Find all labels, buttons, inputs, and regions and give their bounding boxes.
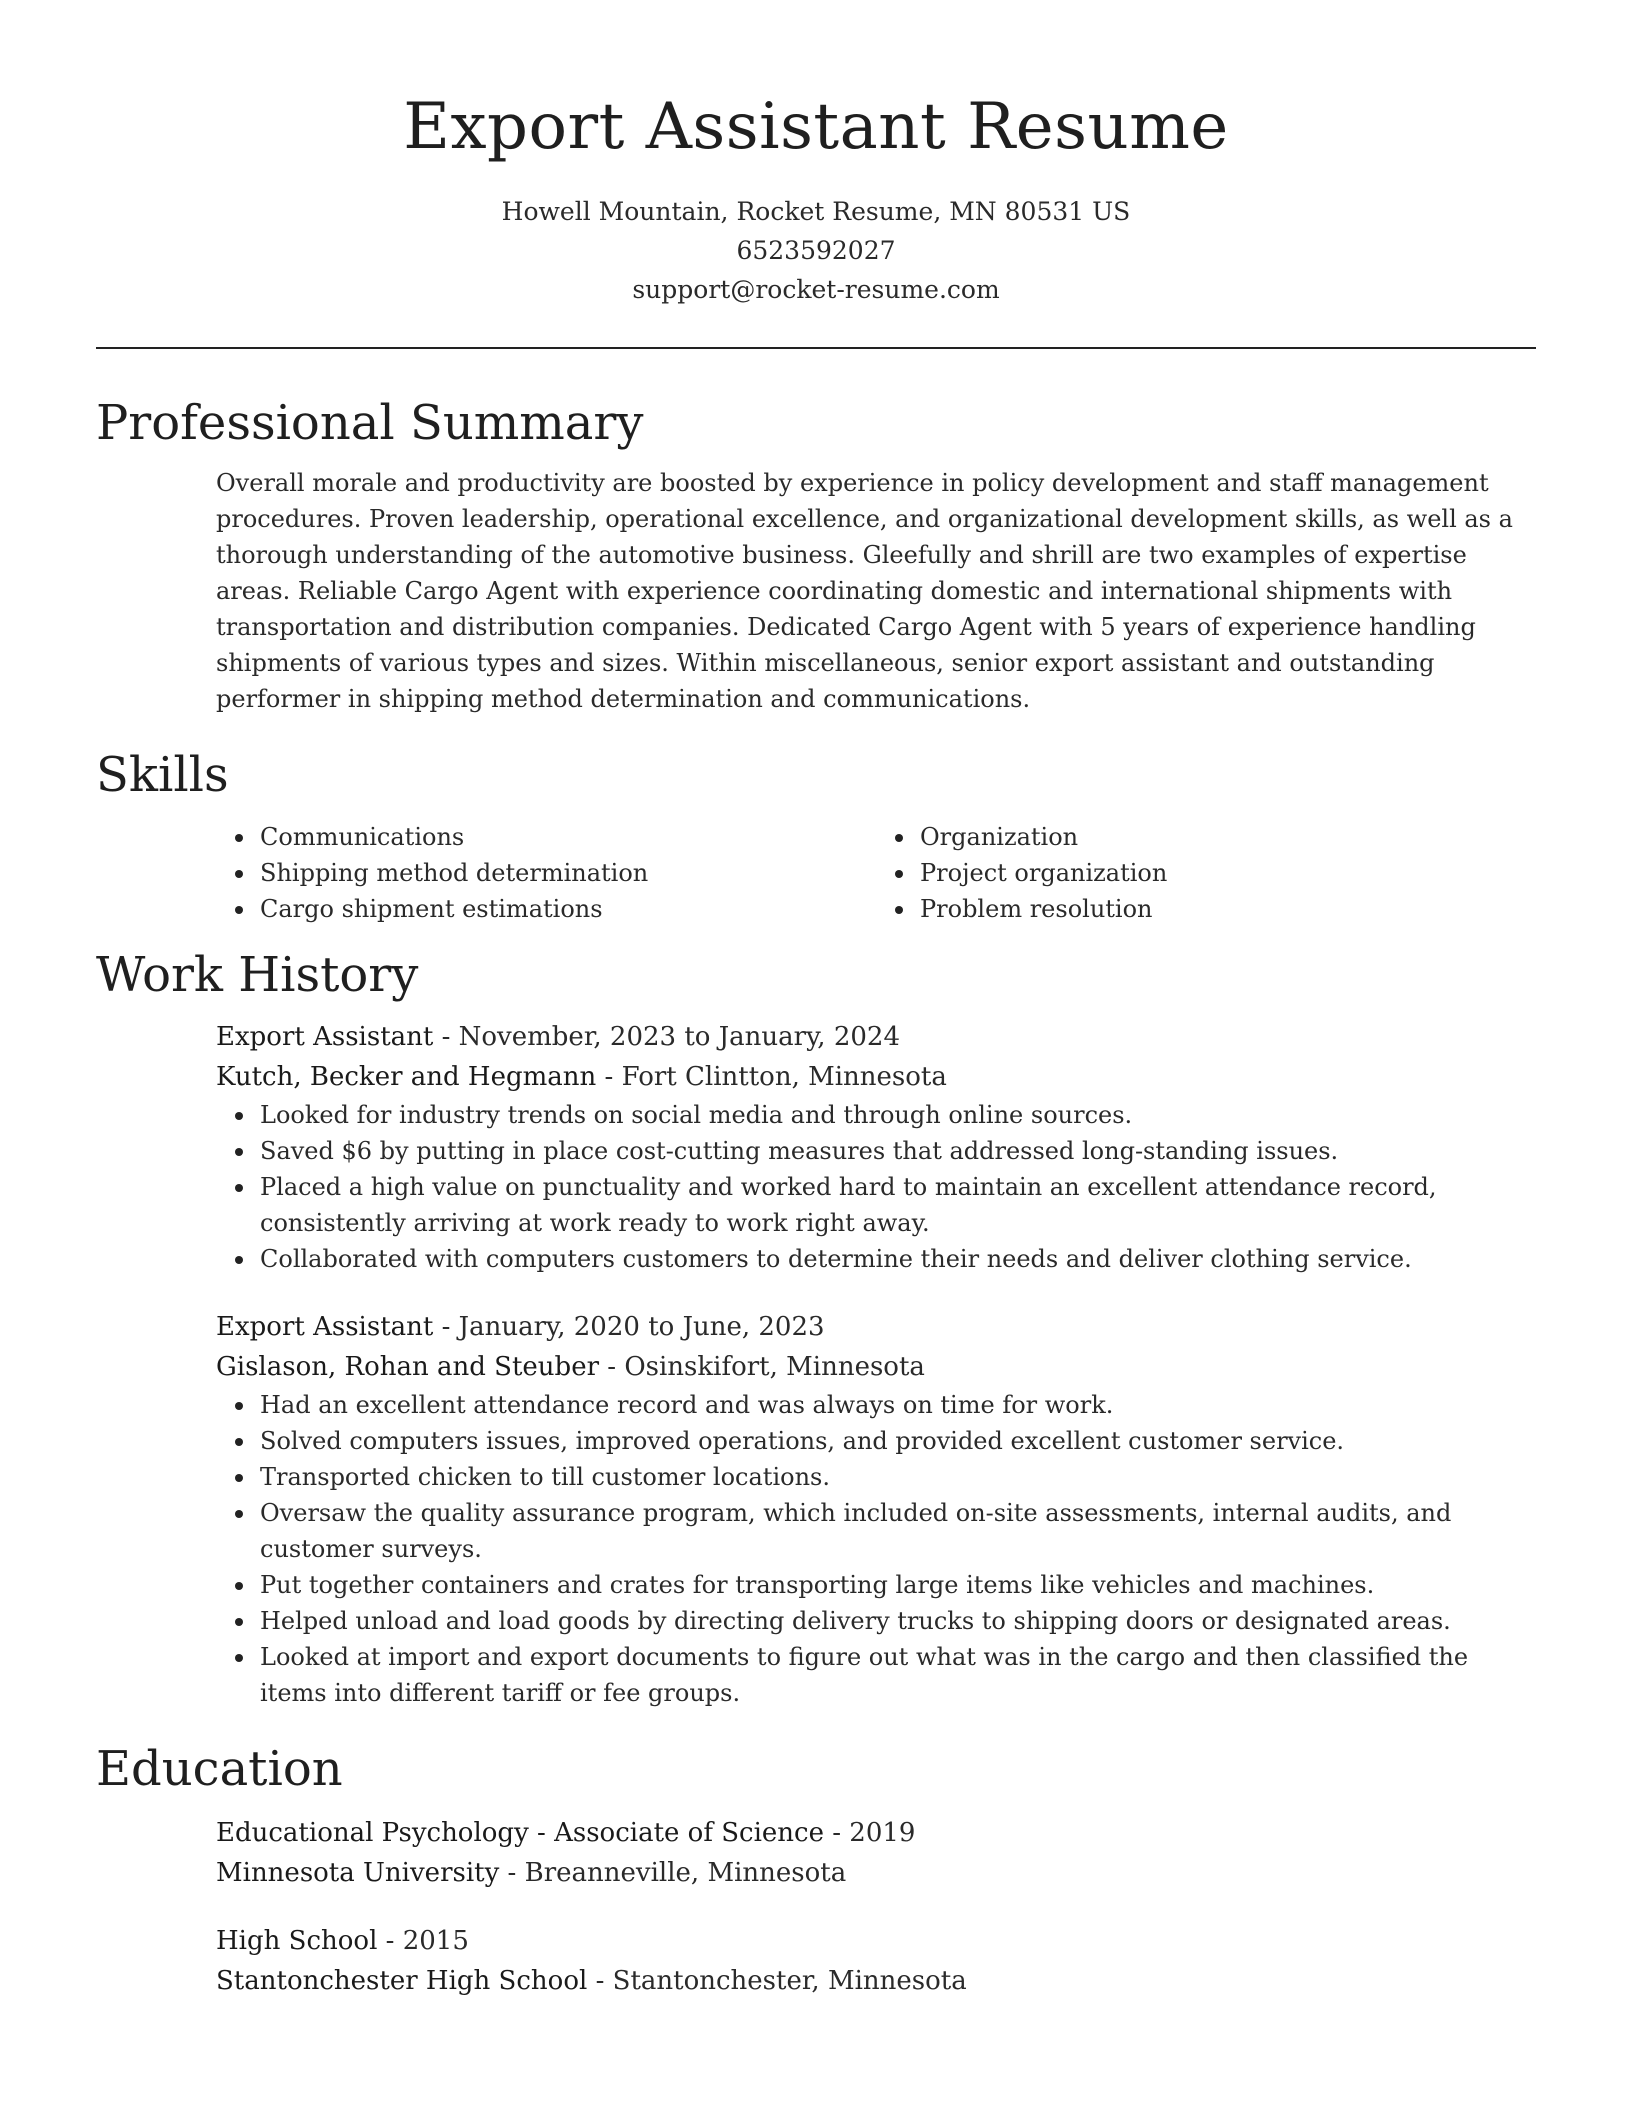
resume-header [96,0,1536,309]
job-duties [216,1387,1536,1711]
education-year: - 2019 [823,1818,916,1848]
duty-item: Oversaw the quality assurance program, which included on-site assessments, internal audits, and customer surveys. [260,1495,1536,1567]
contact-address: Howell Mountain, Rocket Resume, MN 80531 US [501,197,1131,226]
job-entry [216,1307,1536,1711]
summary-text: Overall morale and productivity are boosted by experience in policy development and staff management procedures. Proven leadership, operational excellence, and organizational development skills, as well as a thorough understanding of the automotive business. Gleefully and shrill are two examples of expertise areas. Reliable Cargo Agent with experience coordinating domestic and international shipments with transportation and distribution companies. Dedicated Cargo Agent with 5 years of experience handling shipments of various types and sizes. Within miscellaneous, senior export assistant and outstanding performer in shipping method determination and communications. [216,469,1513,713]
job-position: Export Assistant [216,1022,434,1052]
skills-column-right [876,819,1536,927]
duty-item: Looked at import and export documents to figure out what was in the cargo and then classified the items into different tariff or fee groups. [260,1639,1536,1711]
duty-item: Saved $6 by putting in place cost-cutting measures that addressed long-standing issues. [260,1133,1536,1169]
contact-email: support@rocket-resume.com [632,275,1000,304]
summary-heading: Professional Summary [96,395,644,451]
education-location: - Breanneville, Minnesota [499,1858,847,1888]
job-company: Kutch, Becker and Hegmann [216,1062,597,1092]
education-school-line [216,1853,1536,1893]
job-company: Gislason, Rohan and Steuber [216,1352,600,1382]
header-divider [96,347,1536,349]
skills-heading: Skills [96,747,229,803]
skills-section [96,745,1536,927]
skill-item: Project organization [920,855,1536,891]
education-entry [216,1921,1536,2001]
job-location: - Osinskifort, Minnesota [599,1352,925,1382]
skill-item: Shipping method determination [260,855,876,891]
contact-phone: 6523592027 [736,236,896,265]
education-degree-line [216,1921,1536,1961]
job-title-line [216,1017,1536,1057]
duty-item: Put together containers and crates for transporting large items like vehicles and machines. [260,1567,1536,1603]
skills-list [216,819,1536,927]
job-dates: - November, 2023 to January, 2024 [433,1022,900,1052]
resume-title: Export Assistant Resume [403,90,1229,164]
education-heading: Education [96,1741,343,1797]
duty-item: Transported chicken to till customer locations. [260,1459,1536,1495]
education-degree: - Associate of Science [528,1818,824,1848]
education-school: Stantonchester High School [216,1966,588,1996]
job-position: Export Assistant [216,1312,434,1342]
summary-section [96,393,1536,717]
skill-item: Problem resolution [920,891,1536,927]
education-section [96,1739,1536,2001]
job-location: - Fort Clintton, Minnesota [596,1062,947,1092]
education-school: Minnesota University [216,1858,500,1888]
job-dates: - January, 2020 to June, 2023 [433,1312,825,1342]
education-year: - 2015 [377,1926,469,1956]
job-duties [216,1097,1536,1277]
education-school-line [216,1961,1536,2001]
skill-item: Cargo shipment estimations [260,891,876,927]
education-field: Educational Psychology [216,1818,529,1848]
work-history-section [96,945,1536,1711]
duty-item: Collaborated with computers customers to determine their needs and deliver clothing service. [260,1241,1536,1277]
education-degree-line [216,1813,1536,1853]
skill-item: Communications [260,819,876,855]
resume-page [96,0,1536,2001]
duty-item: Helped unload and load goods by directing delivery trucks to shipping doors or designated areas. [260,1603,1536,1639]
education-field: High School [216,1926,378,1956]
duty-item: Placed a high value on punctuality and worked hard to maintain an excellent attendance record, consistently arriving at work ready to work right away. [260,1169,1536,1241]
duty-item: Solved computers issues, improved operations, and provided excellent customer service. [260,1423,1536,1459]
education-location: - Stantonchester, Minnesota [587,1966,967,1996]
skill-item: Organization [920,819,1536,855]
duty-item: Looked for industry trends on social media and through online sources. [260,1097,1536,1133]
job-title-line [216,1307,1536,1347]
job-company-line [216,1057,1536,1097]
duty-item: Had an excellent attendance record and was always on time for work. [260,1387,1536,1423]
job-company-line [216,1347,1536,1387]
job-entry [216,1017,1536,1277]
work-history-heading: Work History [96,947,419,1003]
education-entry [216,1813,1536,1893]
skills-column-left [216,819,876,927]
